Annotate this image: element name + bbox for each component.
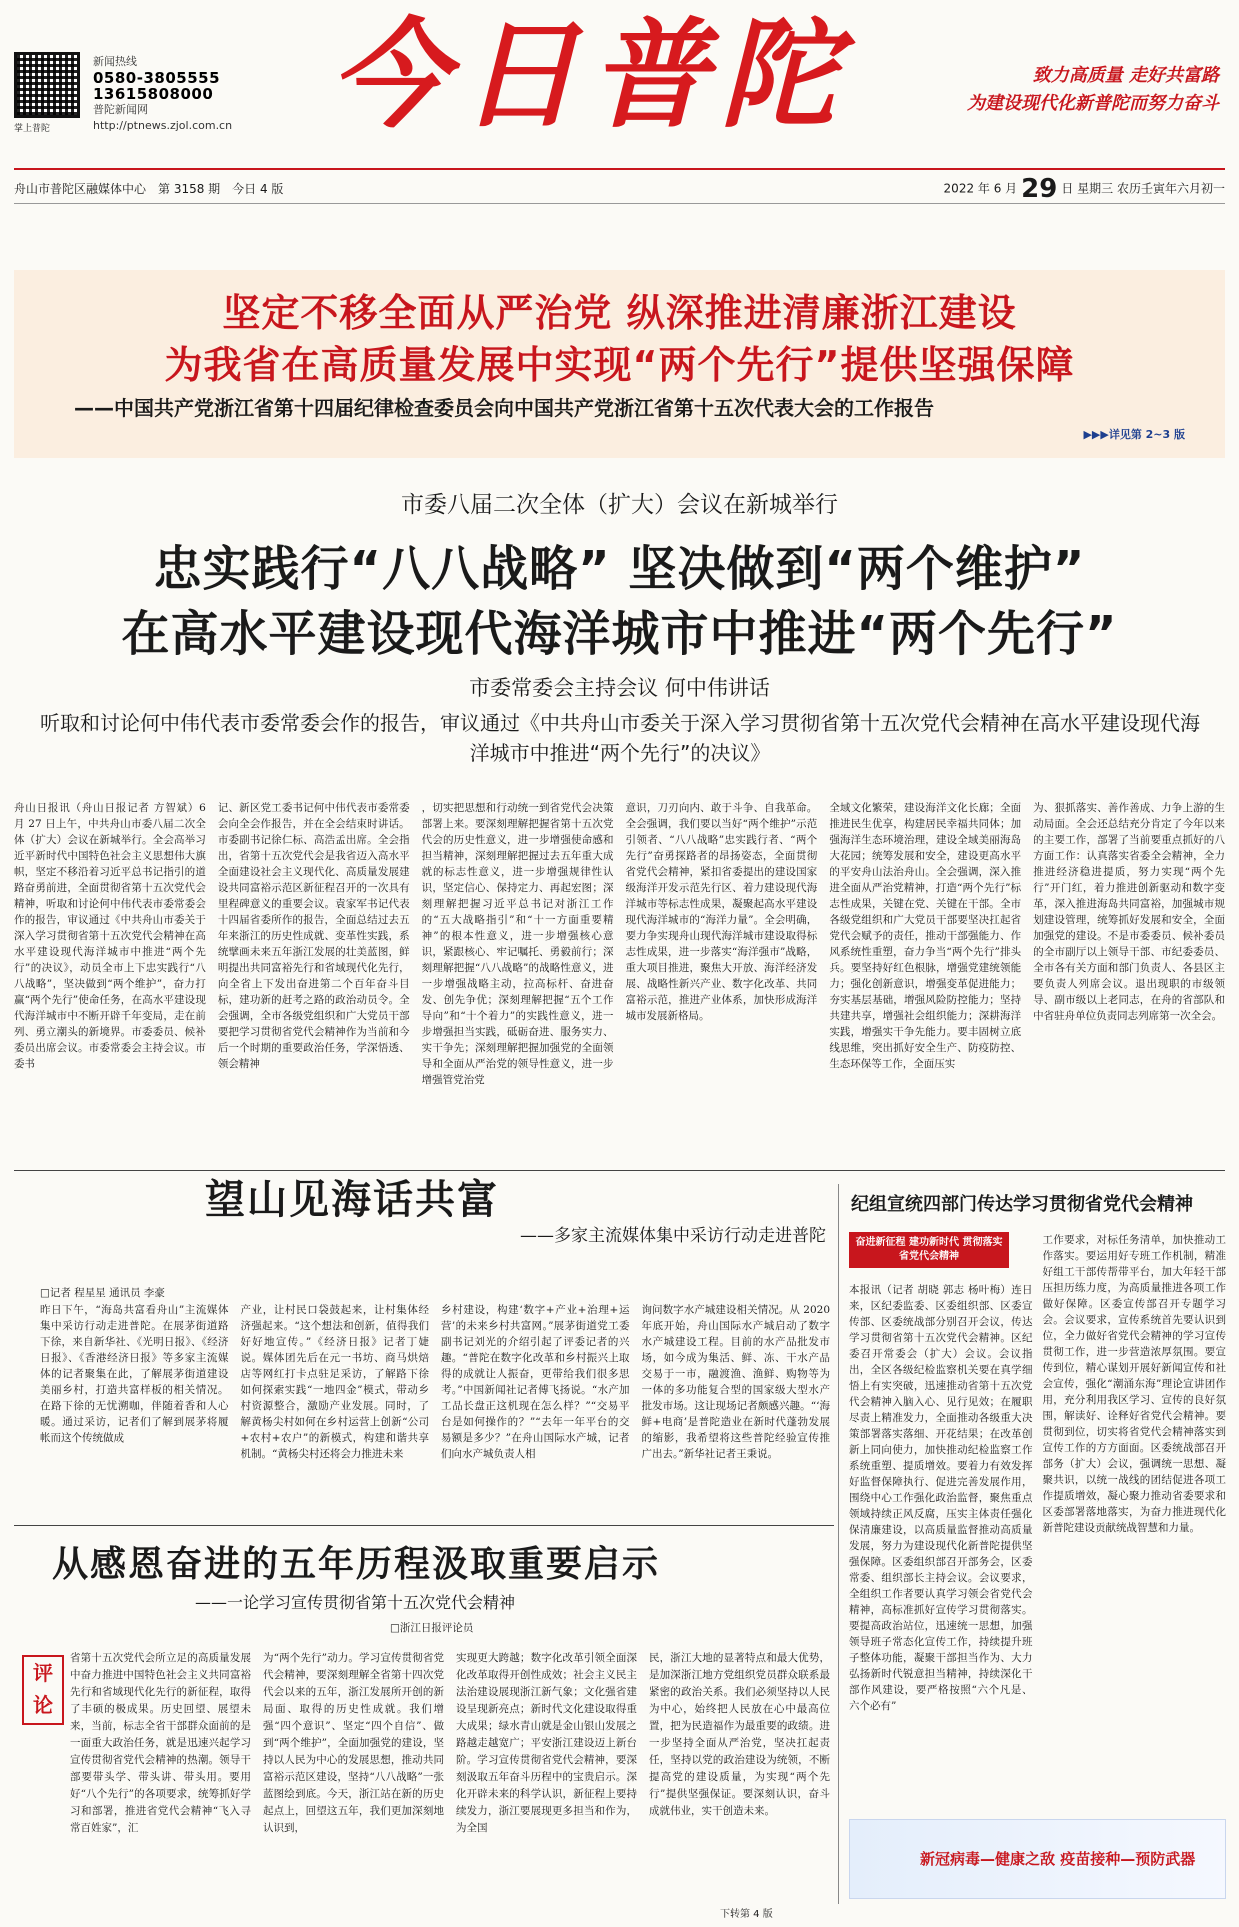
commentary-column: 民，浙江大地的显著特点和最大优势，是加深浙江地方党组织党员群众联系最紧密的政治关系。我们必须坚持以人民为中心，始终把人民放在心中最高位置，把为民造福作为最重要的政绩。进一步坚持全面从严治党，坚决扛起责任，坚持以党的政治建设为统领，不断提高党的建设质量，为实现“两个先行”提供坚强保证。要深刻认识，奋斗成就伟业，实干创造未来。 (649, 1652, 830, 1817)
commentary-author: □浙江日报评论员 (390, 1622, 474, 1634)
commentary-body (70, 1650, 830, 1900)
feature-headline: 望山见海话共富 (205, 1177, 499, 1223)
masthead (0, 0, 1239, 175)
report-banner[interactable] (14, 270, 1225, 458)
commentary-badge: 评论 (22, 1655, 64, 1725)
site-url[interactable]: http://ptnews.zjol.com.cn (93, 119, 233, 132)
feature-article-body (40, 1302, 830, 1522)
sidebar-headline: 纪组宣统四部门传达学习贯彻省党代会精神 (851, 1194, 1193, 1215)
feature-column: 询问数字水产城建设相关情况。从 2020 年底开始，舟山国际水产城启动了数字水产城建设工程。目前的水产品批发市场，如今成为集活、鲜、冻、干水产品交易于一市，融渡渔、渔鲜、购物等为一体的多功能复合型的国家级大型水产批发市场。这让现场记者颇感兴趣。“‘海鲜+电商’是普陀造业在新时代蓬勃发展的缩影，我希望将这些普陀经验宣传推广出去。”新华社记者王秉说。 (641, 1304, 830, 1460)
hotline-block (93, 54, 232, 134)
date-suffix: 日 星期三 农历壬寅年六月初一 (1061, 181, 1225, 196)
banner-see-pages-link[interactable]: ▶▶▶详见第 2~3 版 (1083, 428, 1185, 441)
hotline-label: 新闻热线 (93, 55, 137, 68)
newspaper-logo: 今日普陀 (330, 5, 851, 144)
lead-subheadline-1: 市委常委会主持会议 何中伟讲话 (469, 676, 770, 700)
date-day: 29 (1021, 174, 1058, 204)
hotline-phone-2: 13615808000 (93, 85, 214, 103)
banner-subtitle: ——中国共产党浙江省第十四届纪律检查委员会向中国共产党浙江省第十五次代表大会的工作报告 (74, 396, 934, 420)
continued-on-page-link[interactable]: 下转第 4 版 (720, 1909, 773, 1920)
feature-subheadline: ——多家主流媒体集中采访行动走进普陀 (520, 1226, 826, 1246)
vaccine-ad-banner[interactable] (849, 1819, 1226, 1899)
feature-byline: □记者 程星星 通讯员 李豪 (40, 1287, 165, 1299)
sidebar-column: 本报讯（记者 胡晓 郭志 杨叶梅）连日来，区纪委监委、区委组织部、区委宣传部、区委统战部分别召开会议，传达学习贯彻省第十五次党代会精神。区纪委召开常委会（扩大）会议。会议指出，全区各级纪检监察机关要在真学细悟上有实突破，迅速推动省第十五次党代会精神入脑入心、见行见效；在履职尽责上精准发力，全面推动各级重大决策部署落实落细、开花结果；在改革创新上同向使力，加快推动纪检监察工作系统重塑、提质增效。要着力有效发挥好监督保障执行、促进完善发展作用，围绕中心工作强化政治监督，聚焦重点领域持续正风反腐，压实主体责任强化保清廉建设，以高质量监督推动高质量发展，努力为建设现代化新普陀提供坚强保障。区委组织部召开部务会，区委常委、组织部长主持会议。会议要求，全组织工作者要认真学习领会省党代会精神，高标准抓好宣传学习贯彻落实。要提高政治站位，迅速统一思想，加强领导班子常态化宣传工作，持续提升班子整体功能，凝聚干部担当作为、大力弘扬新时代锐意担当精神，持续深化干部作风建设，要严格按照“六个凡是、六个必有” (849, 1284, 1033, 1712)
section-divider (14, 1525, 834, 1526)
issue-info: 舟山市普陀区融媒体中心 第 3158 期 今日 4 版 (14, 182, 284, 196)
slogan-line-2: 为建设现代化新普陀而努力奋斗 (967, 93, 1219, 114)
feature-column: 乡村建设，构建‘数字+产业+治理+运营’的未来乡村共富网。”展茅街道党工委副书记刘光的介绍引起了评委记者的兴趣。“普陀在数字化改革和乡村振兴上取得的成就让人振奋，更带给我们很多思考。”中国新闻社记者傅飞扬说。“水产加工品长盘正这机现在怎么样？”“交易平台是如何操作的？”“去年一年平台的交易额是多少？”在舟山国际水产城，记者们向水产城负责人相 (441, 1304, 630, 1460)
sidebar-column: 工作要求，对标任务清单，加快推动工作落实。要运用好专班工作机制，精准好组工干部传帮带平台，加大年轻干部压担历练力度，为高质量推进各项工作做好保障。区委宣传部召开专题学习会。会议要求，宣传系统首先要认识到位，全力做好省党代会精神的学习宣传贯彻工作，进一步营造浓厚氛围。要宣传到位，精心谋划开展好新闻宣传和社会宣传，强化“潮涌东海”理论宣讲团作用，充分利用我区学习、宣传的良好氛围，解读好、诠释好省党代会精神。要贯彻到位，切实将省党代会精神落实到宣传工作的方方面面。区委统战部召开部务（扩大）会议，强调统一思想、凝聚共识，以统一战线的团结促进各项工作提质增效，凝心聚力推动省委要求和区委部署落地落实，为奋力推进现代化新普陀建设贡献统战智慧和力量。 (1042, 1234, 1226, 1534)
commentary-headline: 从感恩奋进的五年历程汲取重要启示 (52, 1544, 661, 1585)
lead-kicker: 市委八届二次全体（扩大）会议在新城举行 (401, 492, 838, 518)
slogan (967, 62, 1219, 118)
lead-column: 意识，刀刃向内、敢于斗争、自我革命。全会强调，我们要以当好“两个维护”示范引领者、“八八战略”忠实践行者、“两个先行”奋勇探路者的昂扬姿态，全面贯彻省党代会精神，紧扣省委提出的建设国家级海洋开发示范先行区、着力建设现代海洋城市等标志性成果，凝聚起高水平建设现代海洋城市的“海洋力量”。全会明确，要力争实现舟山现代海洋城市建设取得标志性成果，进一步落实“海洋强市”战略，重大项目推进，聚焦大开放、海洋经济发展、战略性新兴产业、数字化改革、共同富裕示范，推进产业体系，加快形成海洋城市发展新格局。 (625, 802, 818, 1022)
lead-article-body (14, 800, 1225, 1168)
lead-column: 记、新区党工委书记何中伟代表市委常委会向全会作报告，并在全会结束时讲话。市委副书记徐仁标、高浩孟出席。全会指出，省第十五次党代会是我省迈入高水平全面建设社会主义现代化、高质量发展建设共同富裕示范区新征程召开的一次具有里程碑意义的重要会议。袁家军书记代表十四届省委所作的报告，全面总结过去五年来浙江的历史性成就、变革性实践，系统擘画未来五年浙江发展的壮美蓝图，鲜明提出共同富裕先行和省域现代化先行，向全省上下发出奋进第二个百年奋斗目标，建功新的赶考之路的政治动员令。全会强调，全市各级党组织和广大党员干部要把学习贯彻省党代会精神作为当前和今后一个时期的重要政治任务，学深悟透、领会精神 (217, 802, 410, 1070)
commentary-column: 实现更大跨越；数字化改革引领全面深化改革取得开创性成效；社会主义民主法治建设展现浙江新气象；文化强省建设呈现新亮点；新时代文化建设取得重大成果；绿水青山就是金山银山发展之路越走越宽广；平安浙江建设迈上新台阶。学习宣传贯彻省党代会精神，要深刻汲取五年奋斗历程中的宝贵启示。深化开辟未来的科学认识，新征程上要持续发力，浙江要展现更多担当和作为，为全国 (456, 1652, 637, 1834)
slogan-line-1: 致力高质量 走好共富路 (1032, 65, 1219, 86)
commentary-subheadline: ——一论学习宣传贯彻省第十五次党代会精神 (195, 1593, 516, 1612)
lead-column: 为、狠抓落实、善作善成、力争上游的生动局面。全会还总结充分肯定了今年以来的主要工作，部署了当前要重点抓好的八方面工作：认真落实省委全会精神，全力推进经济稳进提质，努力实现“两个先行”开门红，着力推进创新驱动和数字变革，深入推进海岛共同富裕，加强城市规划建设管理，统筹抓好发展和安全，全面加强党的建设。不是市委委员、候补委员的全市副厅以上领导干部、市纪委委员、全市各有关方面和部门负责人、各县区主要负责人列席会议。退出现职的市级领导、副市级以上老同志，在舟的省部队和中省驻舟单位负责同志列席第一次全会。 (1033, 802, 1225, 1022)
banner-headline-1: 坚定不移全面从严治党 纵深推进清廉浙江建设 (222, 291, 1017, 335)
section-divider (14, 1170, 1225, 1171)
lead-headline-2: 在高水平建设现代海洋城市中推进“两个先行” (121, 606, 1118, 662)
qr-code-icon[interactable] (14, 52, 80, 118)
sidebar-article (838, 1184, 1225, 1904)
lead-column: 舟山日报讯（舟山日报记者 方智斌）6 月 27 日上午，中共舟山市委八届二次全体（扩大）会议在新城举行。全会高举习近平新时代中国特色社会主义思想伟大旗帜，坚定不移沿着习近平总书记指引的道路奋勇前进，全面贯彻省第十五次党代会精神，听取和讨论何中伟代表市委常委会作的报告，审议通过《中共舟山市委关于深入学习贯彻省第十五次党代会精神在高水平建设现代海洋城市中推进“两个先行”的决议》，动员全市上下忠实践行“八八战略”，坚决做到“两个维护”，奋力打赢“两个先行”使命任务，在高水平建设现代海洋城市中不断开辟千年变局，走在前列、勇立潮头的新境界。市委委员、候补委员出席会议。市委常委会主持会议。市委书 (14, 802, 206, 1070)
commentary-column: 省第十五次党代会所立足的高质量发展中奋力推进中国特色社会主义共同富裕先行和省域现代化先行的新征程，取得了丰硕的极成果。历史回望、展望未来，当前，标志全省干部群众面前的是一面重大政治任务，就是迅速兴起学习宣传贯彻省党代会精神的热潮。领导干部要带头学、带头讲、带头用。要用好“八个先行”的各项要求，统筹抓好学习和部署，推进省党代会精神“飞入寻常百姓家”，汇 (70, 1652, 251, 1834)
date-prefix: 2022 年 6 月 (943, 181, 1018, 196)
hotline-phone-1: 0580-3805555 (93, 69, 221, 87)
lead-column: ，切实把思想和行动统一到省党代会决策部署上来。要深刻理解把握省第十五次党代会的历史性意义，进一步增强使命感和担当精神，深刻理解把握过去五年重大成就的标志性意义，进一步增强规律性认识，坚定信心、保持定力、再起宏图；深刻理解把握习近平总书记对浙江工作的“五大战略指引”和“十一方面重要精神”的根本性意义，进一步增强核心意识，紧跟核心、牢记嘱托、勇毅前行；深刻理解把握“八八战略”的战略性意义，进一步增强战略主动，拉高标杆、奋进奋发、创先争优；深刻理解把握“五个工作导向”和“十个着力”的实践性意义，进一步增强担当实践，砥砺奋进、服务实力、实干争先；深刻理解把握加强党的全面领导和全面从严治党的领导性意义，进一步增强管党治党 (421, 802, 614, 1086)
banner-headline-2: 为我省在高质量发展中实现“两个先行”提供坚强保障 (164, 343, 1075, 387)
sidebar-body (849, 1232, 1226, 1792)
lead-headline-1: 忠实践行“八八战略” 坚决做到“两个维护” (153, 541, 1086, 597)
feature-column: 昨日下午，“海岛共富看舟山”主流媒体集中采访行动走进普陀。在展茅街道路下徐，来自新华社、《光明日报》、《经济日报》、《香港经济日报》等多家主流媒体的记者聚集在此，了解展茅街道建设美丽乡村，打造共富样板的相关情况。在路下徐的无忧溯咖，伴随着香和人心暖。通过采访，记者们了解到展茅将履帐而这个传统做成 (40, 1304, 229, 1444)
site-label: 普陀新闻网 (93, 103, 148, 116)
qr-caption: 掌上普陀 (14, 124, 51, 134)
lead-column: 全域文化繁荣，建设海洋文化长廊；全面推进民生优享，构建居民幸福共同体；加强海洋生态环境治理，建设全域美丽海岛大花园；统筹发展和安全，建设更高水平的平安舟山法治舟山。全会强调，深入推进全面从严治党精神，打造“两个先行”标志性成果，关键在党、关键在干部。全市各级党组织和广大党员干部要坚决扛起省党代会赋予的责任，推动干部强能力、作风系统性重塑，奋力争当“两个先行”排头兵。要坚持好红色根脉，增强党建统领能力；强化创新意识，增强变革促进能力；夯实基层基础，增强风险防控能力；坚持共建共享，增强社会组织能力；深耕海洋实践，增强实干争先能力。要丰固树立底线思维，突出抓好安全生产、防疫防控、生态环保等工作，全面压实 (829, 802, 1022, 1070)
dateline (14, 168, 1225, 204)
feature-column: 产业，让村民口袋鼓起来，让村集体经济强起来。“这个想法和创新，值得我们好好地宣传。”《经济日报》记者丁婕说。媒体团先后在元一书坊、商马烘焙店等网红打卡点驻足采访，了解路下徐如何探索实践“一地四金”模式，带动乡村资源整合，激励产业发展。同时，了解黄杨尖村如何在乡村运营上创新“公司+农村+农户”的新模式，构建和谐共享机制。“黄杨尖村还将会力推进未来 (240, 1304, 429, 1460)
sidebar-topic-tag: 奋进新征程 建功新时代 贯彻落实省党代会精神 (849, 1232, 1009, 1268)
lead-subheadline-2: 听取和讨论何中伟代表市委常委会作的报告，审议通过《中共舟山市委关于深入学习贯彻省第十五次党代会精神在高水平建设现代海洋城市中推进“两个先行”的决议》 (40, 711, 1200, 765)
issue-date (944, 174, 1225, 204)
commentary-column: 为“两个先行”动力。学习宣传贯彻省党代会精神，要深刻理解全省第十四次党代会以来的五年，浙江发展所开创的新局面、取得的历史性成就。我们增强“四个意识”、坚定“四个自信”、做到“两个维护”，全面加强党的建设，坚持以人民为中心的发展思想，推动共同富裕示范区建设，坚持“八八战略”一张蓝图绘到底。今天，浙江站在新的历史起点上，回望这五年，我们更加深刻地认识到， (263, 1652, 444, 1834)
vaccine-ad-text: 新冠病毒—健康之敌 疫苗接种—预防武器 (920, 1850, 1196, 1868)
